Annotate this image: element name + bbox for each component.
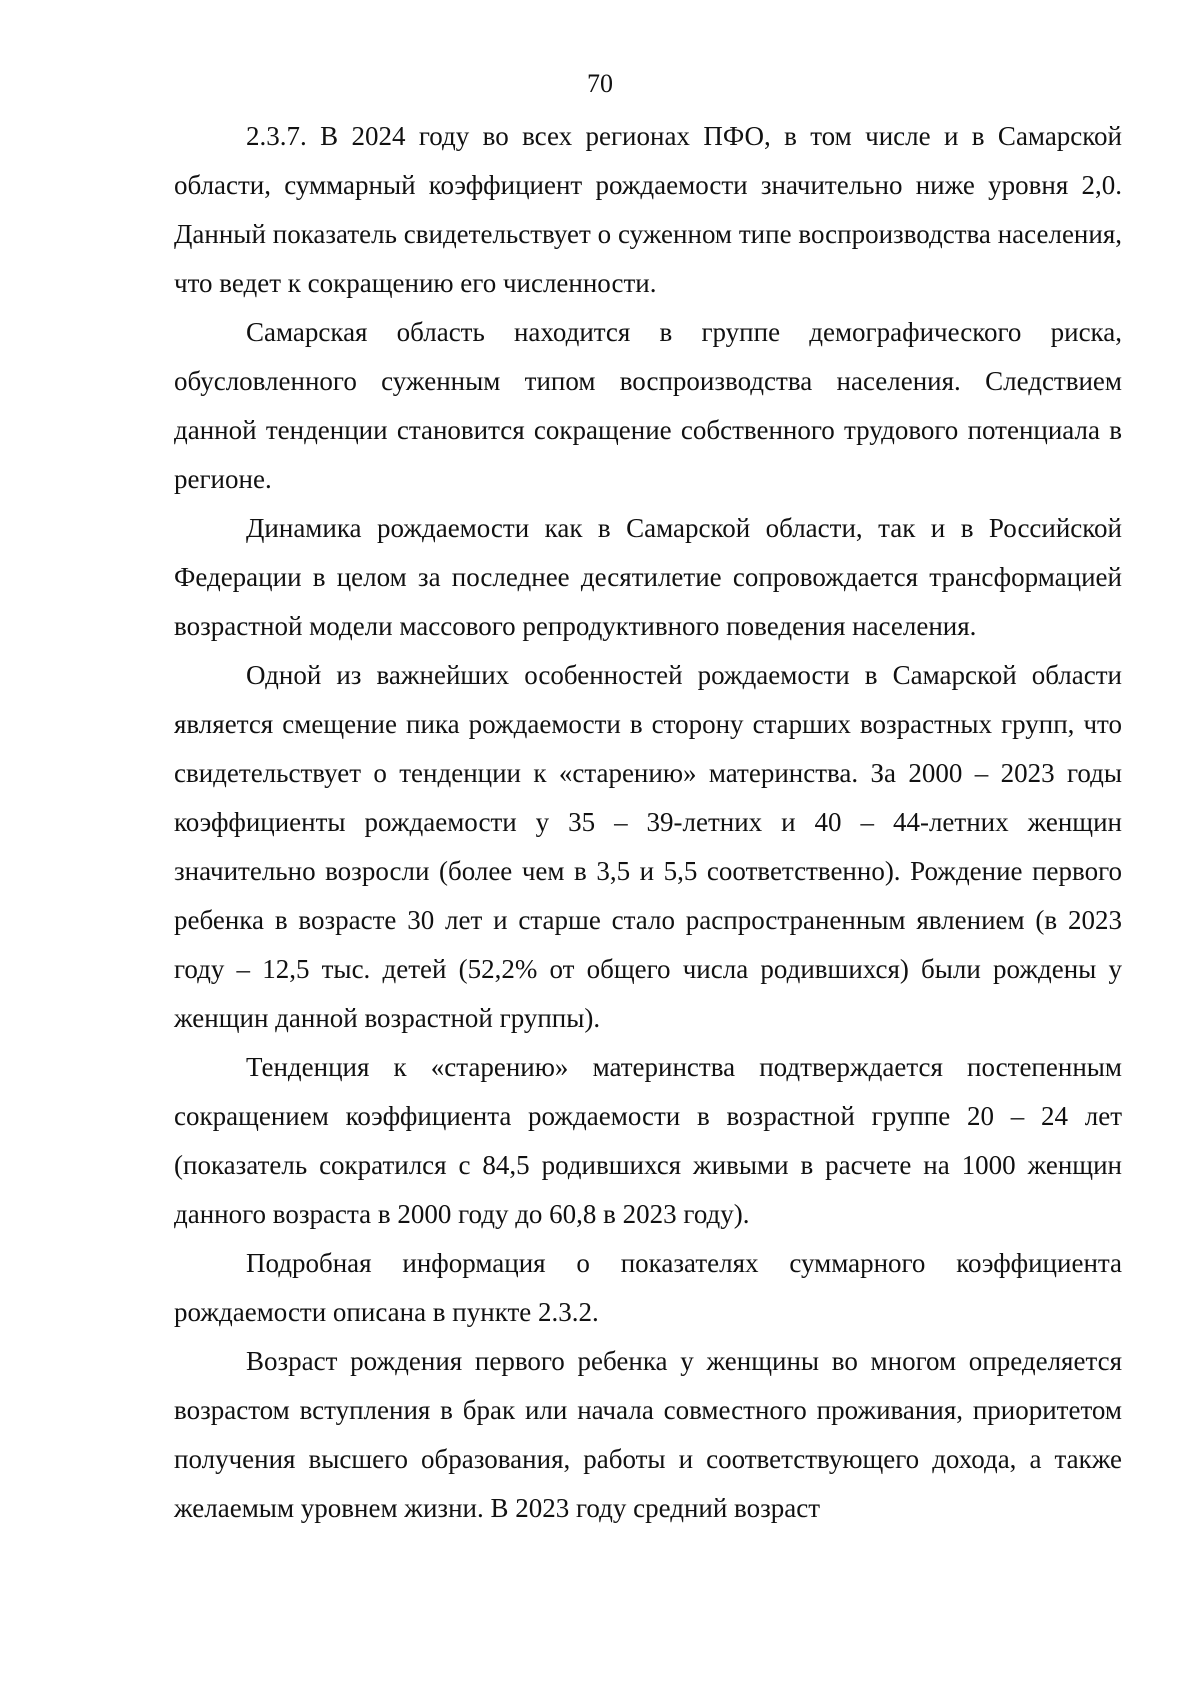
paragraph-demographic-risk: Самарская область находится в группе демографического риска, обусловленного суженным типом воспроизводства населения. Следствием данной тенденции становится сокращение собственного трудового потенциала в регионе. (174, 317, 1122, 494)
paragraph-reference: Подробная информация о показателях суммарного коэффициента рождаемости описана в пункте 2.3.2. (174, 1248, 1122, 1327)
paragraph-birth-dynamics: Динамика рождаемости как в Самарской области, так и в Российской Федерации в целом за последнее десятилетие сопровождается трансформацией возрастной модели массового репродуктивного поведения населения. (174, 513, 1122, 641)
paragraph-first-child-age: Возраст рождения первого ребенка у женщины во многом определяется возрастом вступления в брак или начала совместного проживания, приоритетом получения высшего образования, работы и соответствующего дохода, а также желаемым уровнем жизни. В 2023 году средний возраст (174, 1346, 1122, 1523)
paragraph-fertility-rate: 2.3.7. В 2024 году во всех регионах ПФО, в том числе и в Самарской области, суммарный коэффициент рождаемости значительно ниже уровня 2,0. Данный показатель свидетельствует о суженном типе воспроизводства населения, что ведет к сокращению его численности. (174, 121, 1122, 298)
document-body (174, 112, 1122, 1533)
paragraph-aging-motherhood: Тенденция к «старению» материнства подтверждается постепенным сокращением коэффициента рождаемости в возрастной группе 20 – 24 лет (показатель сократился с 84,5 родившихся живыми в расчете на 1000 женщин данного возраста в 2000 году до 60,8 в 2023 году). (174, 1052, 1122, 1229)
page-number: 70 (587, 69, 613, 98)
paragraph-peak-shift: Одной из важнейших особенностей рождаемости в Самарской области является смещение пика рождаемости в сторону старших возрастных групп, что свидетельствует о тенденции к «старению» материнства. За 2000 – 2023 годы коэффициенты рождаемости у 35 – 39-летних и 40 – 44-летних женщин значительно возросли (более чем в 3,5 и 5,5 соответственно). Рождение первого ребенка в возрасте 30 лет и старше стало распространенным явлением (в 2023 году – 12,5 тыс. детей (52,2% от общего числа родившихся) были рождены у женщин данной возрастной группы). (174, 660, 1122, 1033)
